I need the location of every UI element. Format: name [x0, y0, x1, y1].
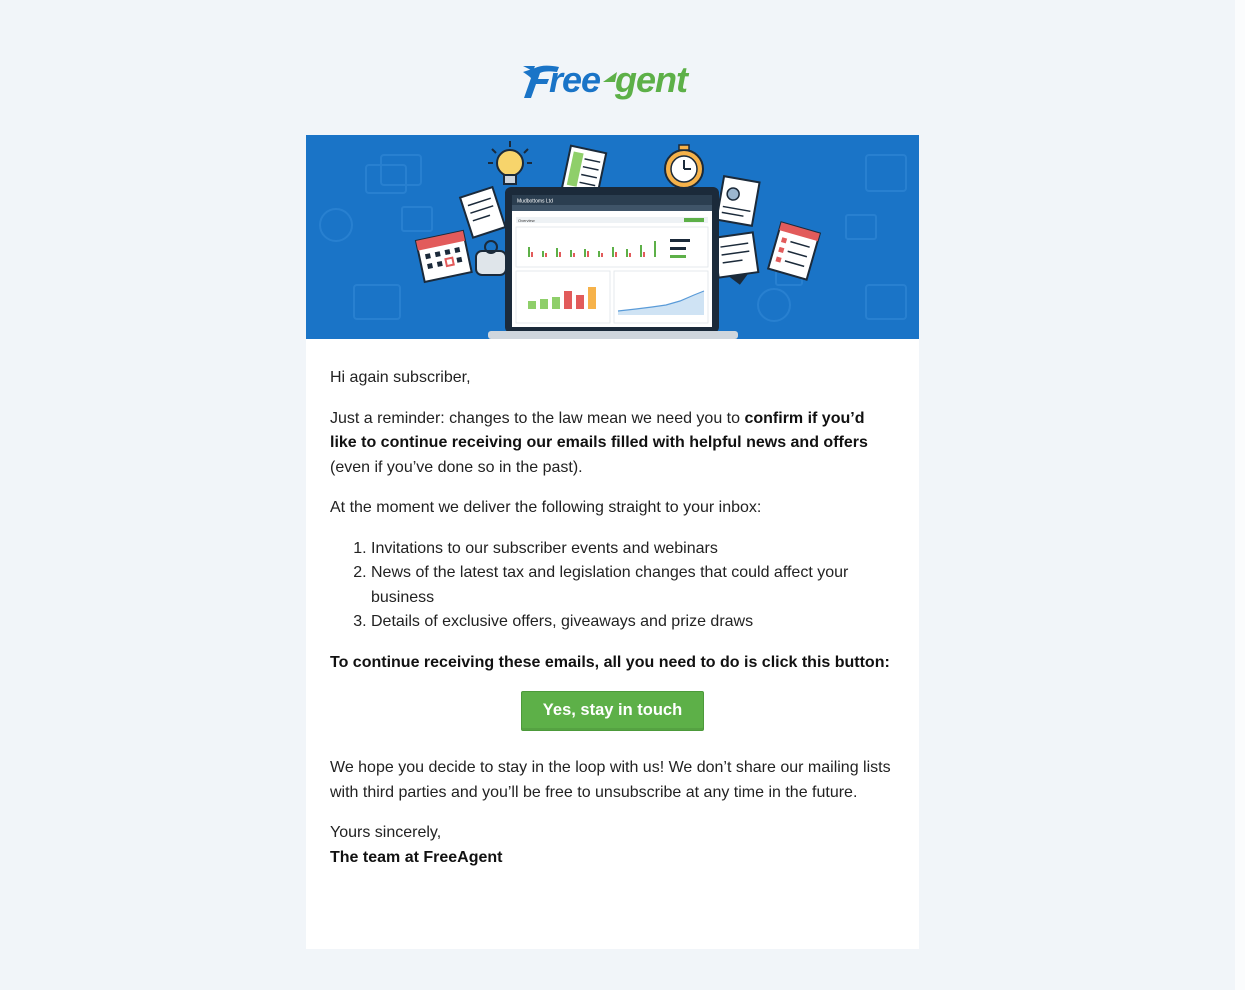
paragraph-closing: We hope you decide to stay in the loop with us! We don’t share our mailing lists with third parties and you’ll be free to unsubscribe at any time in the future. — [330, 759, 891, 801]
stay-in-touch-button[interactable]: Yes, stay in touch — [521, 691, 704, 731]
signature: The team at FreeAgent — [330, 848, 503, 866]
laptop-dashboard-illustration-icon — [306, 135, 919, 339]
button-container — [330, 691, 895, 731]
subscription-list — [330, 537, 895, 635]
svg-text:ree: ree — [549, 60, 601, 100]
hero-illustration — [306, 135, 919, 339]
cta-text: To continue receiving these emails, all you need to do is click this button: — [330, 653, 890, 671]
svg-text:Overview: Overview — [518, 218, 535, 223]
screen-title: Mudbottoms Ltd — [517, 198, 553, 205]
list-item: 3. Details of exclusive offers, giveaways and prize draws — [371, 610, 895, 635]
paragraph-reminder: Just a reminder: changes to the law mean we need you to confirm if you’d like to continue receiving our emails filled with helpful news and offers (even if you’ve done so in the past). — [330, 409, 868, 476]
email-card — [306, 135, 919, 949]
paragraph-deliver: At the moment we deliver the following straight to your inbox: — [330, 499, 762, 516]
signoff: Yours sincerely, The team at FreeAgent — [330, 824, 503, 866]
list-item: 1. Invitations to our subscriber events and webinars — [371, 537, 895, 562]
list-item: 2. News of the latest tax and legislation changes that could affect your business — [371, 561, 895, 610]
confirm-highlight: confirm if you’d like to continue receiving our emails filled with helpful news and offers — [330, 409, 868, 451]
page-edge — [1235, 0, 1245, 990]
freeagent-logo[interactable] — [519, 60, 705, 106]
email-body — [306, 339, 919, 870]
greeting: Hi again subscriber, — [330, 369, 471, 386]
svg-text:gent: gent — [615, 60, 687, 100]
